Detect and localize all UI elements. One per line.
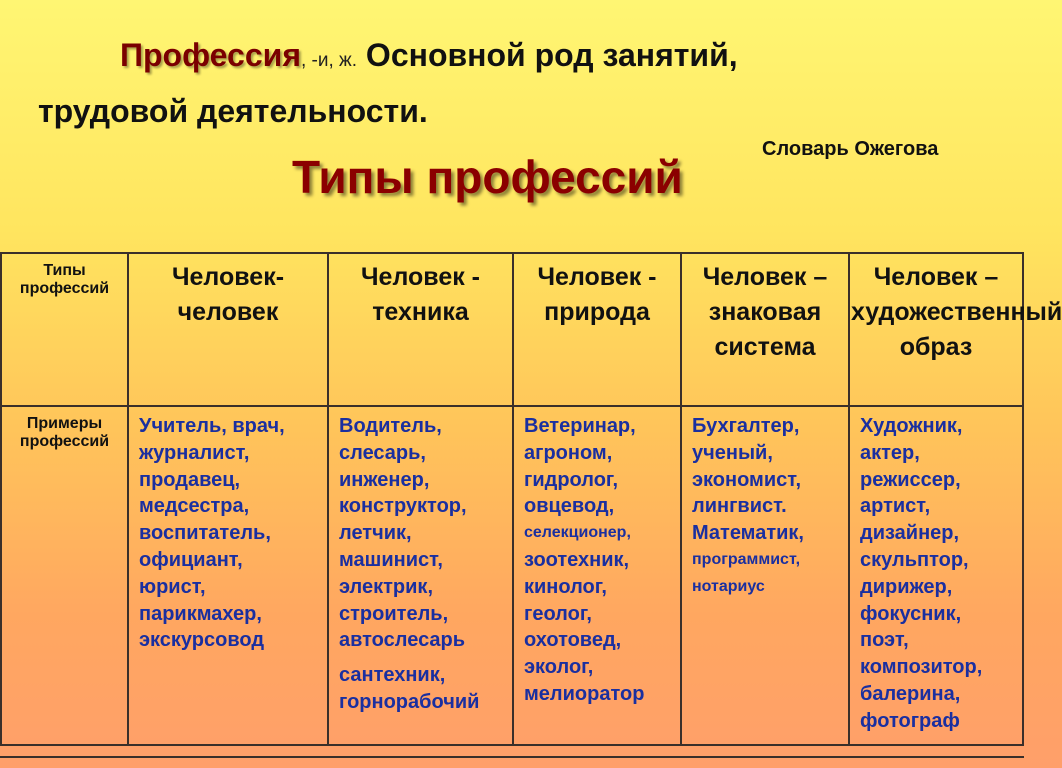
type-person-nature: Человек - природа: [513, 253, 681, 406]
example-item: юрист,: [139, 575, 206, 598]
example-item: Бухгалтер,: [692, 415, 800, 437]
definition-text-2: трудовой деятельности.: [38, 93, 428, 129]
definition-line-1: [38, 30, 958, 86]
examples-person-person: [128, 406, 328, 745]
example-item: журналист,: [139, 441, 250, 464]
page-heading: Типы профессий: [292, 151, 683, 203]
example-item: актер,: [860, 441, 920, 464]
examples-person-art-image: [849, 406, 1023, 745]
example-item: эколог,: [524, 656, 594, 679]
example-item: экскурсовод: [139, 629, 265, 652]
example-item: мелиоратор: [524, 682, 645, 705]
example-item: фокусник,: [860, 602, 962, 625]
example-item: парикмахер,: [139, 602, 262, 625]
example-item: официант,: [139, 548, 243, 571]
professions-table: [0, 252, 1062, 746]
example-item: Художник,: [860, 415, 963, 437]
example-item: лингвист.: [692, 495, 787, 518]
dictionary-source: Словарь Ожегова: [762, 138, 939, 160]
example-item: композитор,: [860, 656, 983, 679]
type-person-art-image: Человек – художественный образ: [849, 253, 1023, 406]
example-item: продавец,: [139, 468, 241, 491]
example-item: зоотехник,: [524, 548, 630, 571]
example-item: артист,: [860, 495, 931, 518]
example-item: ученый,: [692, 441, 773, 464]
grammar-note: , -и, ж.: [300, 50, 358, 71]
example-item: режиссер,: [860, 468, 961, 491]
definition: [38, 30, 958, 136]
example-item: Учитель, врач,: [139, 415, 285, 437]
example-item: овцевод,: [524, 495, 615, 518]
types-row: [1, 253, 1023, 406]
example-item: геолог,: [524, 602, 592, 625]
example-item: конструктор,: [339, 495, 467, 518]
example-item: селекционер,: [524, 524, 631, 542]
example-item: Водитель,: [339, 415, 442, 437]
examples-row: [1, 406, 1023, 745]
example-item: слесарь,: [339, 441, 426, 464]
definition-term: Профессия: [120, 37, 301, 73]
example-item: дизайнер,: [860, 522, 960, 545]
example-item: сантехник,: [339, 664, 446, 687]
example-item: машинист,: [339, 548, 443, 571]
example-item: охотовед,: [524, 629, 622, 652]
type-person-sign-system: Человек – знаковая система: [681, 253, 849, 406]
example-item: экономист,: [692, 468, 802, 491]
example-item: фотограф: [860, 709, 960, 732]
example-item: программист,: [692, 550, 801, 568]
example-item: автослесарь: [339, 629, 466, 652]
example-item: гидролог,: [524, 468, 619, 491]
example-item: воспитатель,: [139, 522, 271, 545]
type-person-person: Человек-человек: [128, 253, 328, 406]
example-item: горнорабочий: [339, 690, 480, 713]
example-item: строитель,: [339, 602, 449, 625]
example-item: агроном,: [524, 441, 613, 464]
example-item: Математик,: [692, 522, 804, 545]
examples-person-nature: [513, 406, 681, 745]
example-item: поэт,: [860, 629, 909, 652]
row-label-types: Типы профессий: [1, 253, 128, 406]
definition-text-1: Основной род занятий,: [357, 37, 738, 73]
examples-person-sign-system: [681, 406, 849, 745]
example-item: нотариус: [692, 577, 765, 595]
bottom-divider: [0, 756, 1024, 758]
example-item: инженер,: [339, 468, 430, 491]
example-item: балерина,: [860, 682, 961, 705]
example-item: кинолог,: [524, 575, 607, 598]
example-item: медсестра,: [139, 495, 250, 518]
type-person-technique: Человек - техника: [328, 253, 513, 406]
example-item: скульптор,: [860, 548, 969, 571]
example-item: Ветеринар,: [524, 415, 636, 437]
example-item: летчик,: [339, 522, 412, 545]
examples-person-technique: [328, 406, 513, 745]
example-item: электрик,: [339, 575, 433, 598]
example-item: дирижер,: [860, 575, 953, 598]
row-label-examples: Примеры профессий: [1, 406, 128, 745]
